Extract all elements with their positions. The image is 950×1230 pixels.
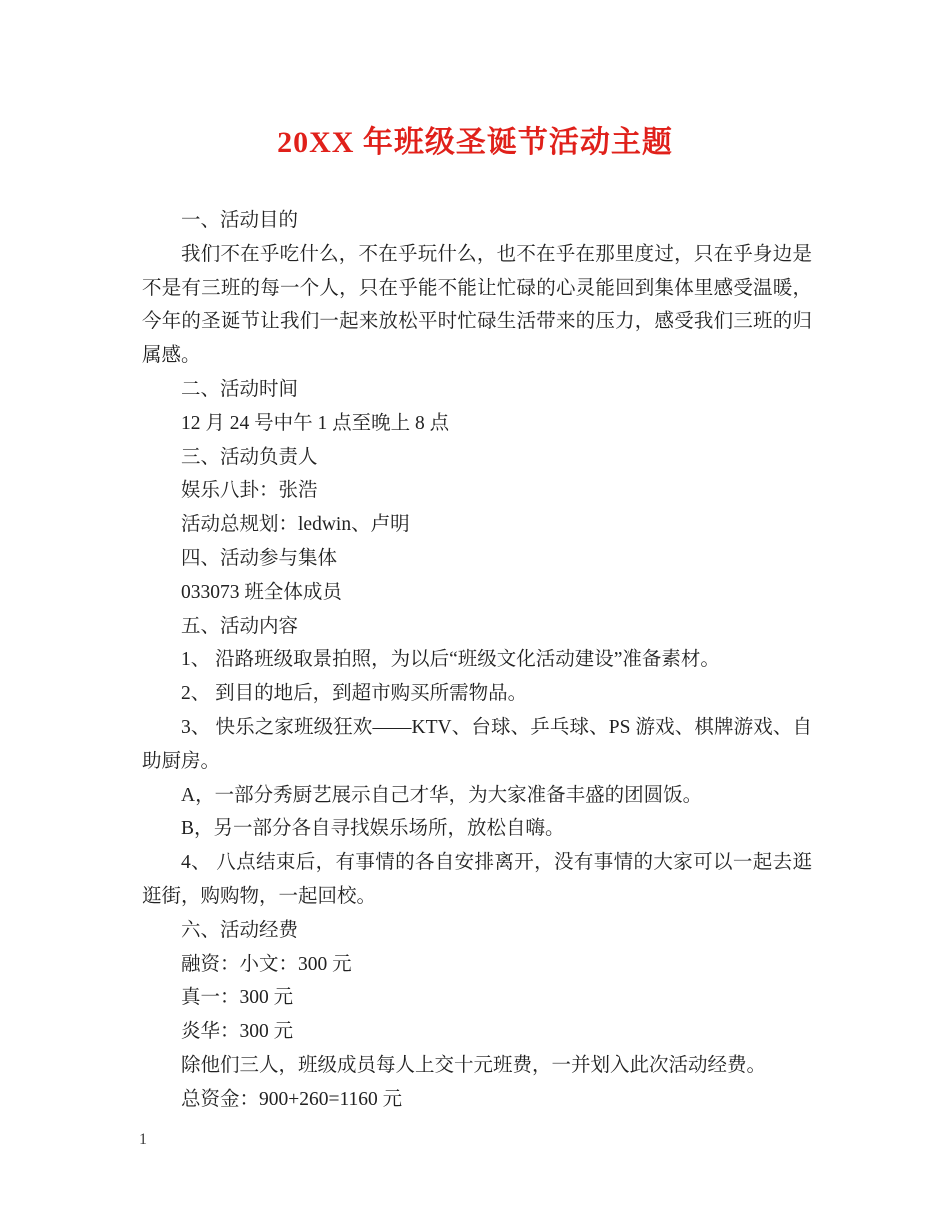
paragraph: 我们不在乎吃什么，不在乎玩什么，也不在乎在那里度过，只在乎身边是不是有三班的每一个人，只在乎能不能让忙碌的心灵能回到集体里感受温暖，今年的圣诞节让我们一起来放松平时忙碌生活带来的压力，感受我们三班的归属感。 bbox=[142, 243, 812, 367]
paragraph: 4、 八点结束后，有事情的各自安排离开，没有事情的大家可以一起去逛逛街，购购物，一起回校。 bbox=[142, 852, 812, 907]
paragraph: 四、活动参与集体 bbox=[181, 547, 338, 569]
paragraph: 二、活动时间 bbox=[181, 378, 299, 400]
paragraph: 三、活动负责人 bbox=[181, 446, 318, 468]
paragraph: 真一：300 元 bbox=[181, 987, 294, 1009]
paragraph: 总资金：900+260=1160 元 bbox=[181, 1088, 403, 1110]
page-title: 20XX 年班级圣诞节活动主题 bbox=[277, 126, 673, 159]
paragraph: 炎华：300 元 bbox=[181, 1021, 294, 1043]
paragraph: B，另一部分各自寻找娱乐场所，放松自嗨。 bbox=[181, 818, 565, 840]
paragraph: 2、 到目的地后，到超市购买所需物品。 bbox=[181, 683, 528, 705]
paragraph: A，一部分秀厨艺展示自己才华，为大家准备丰盛的团圆饭。 bbox=[181, 784, 703, 806]
paragraph: 六、活动经费 bbox=[181, 919, 299, 941]
paragraph: 12 月 24 号中午 1 点至晚上 8 点 bbox=[181, 412, 450, 434]
paragraph: 五、活动内容 bbox=[181, 615, 299, 637]
page-number: 1 bbox=[139, 1131, 147, 1148]
paragraph: 融资：小文：300 元 bbox=[181, 953, 352, 975]
document-body bbox=[142, 204, 812, 1117]
paragraph: 033073 班全体成员 bbox=[181, 581, 342, 603]
paragraph: 1、 沿路班级取景拍照，为以后“班级文化活动建设”准备素材。 bbox=[181, 649, 720, 671]
paragraph: 除他们三人，班级成员每人上交十元班费，一并划入此次活动经费。 bbox=[181, 1054, 767, 1076]
paragraph: 活动总规划：ledwin、卢明 bbox=[181, 514, 410, 536]
paragraph: 娱乐八卦：张浩 bbox=[181, 480, 318, 502]
paragraph: 一、活动目的 bbox=[181, 210, 299, 231]
paragraph: 3、 快乐之家班级狂欢——KTV、台球、乒乓球、PS 游戏、棋牌游戏、自助厨房。 bbox=[142, 716, 812, 772]
